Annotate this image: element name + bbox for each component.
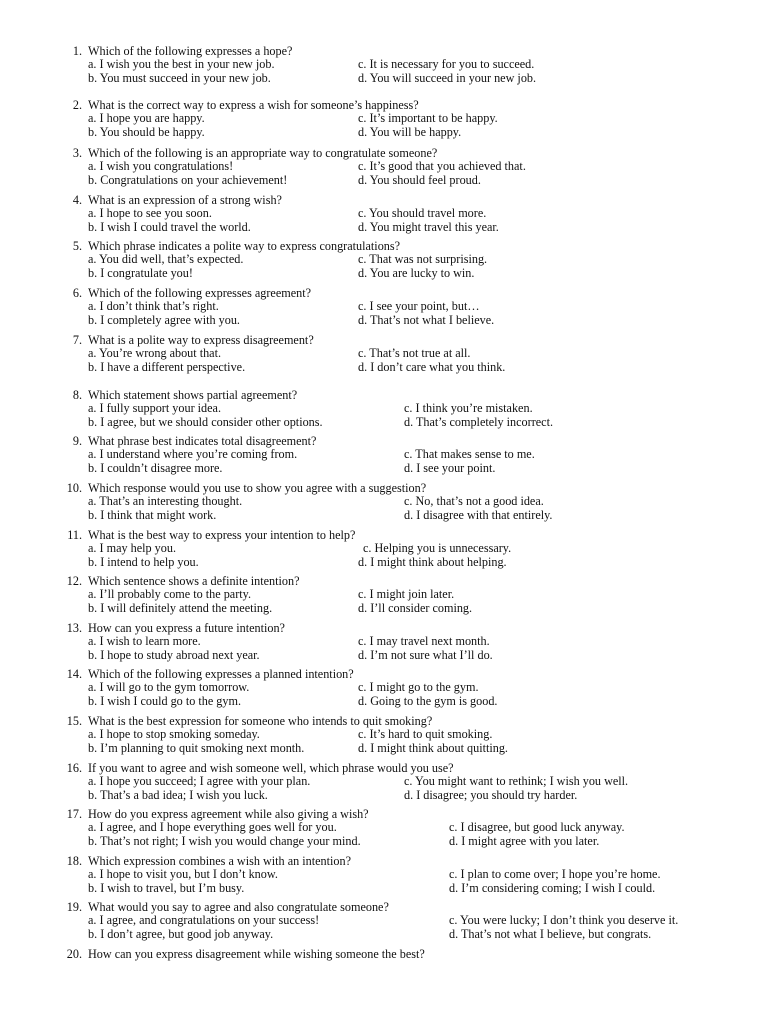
option-a: a. I wish to learn more. (88, 634, 201, 649)
option-a: a. You’re wrong about that. (88, 346, 222, 361)
option-a: a. You did well, that’s expected. (88, 252, 244, 267)
question-number: 20. (66, 947, 82, 961)
option-a: a. I hope you are happy. (88, 111, 205, 126)
option-c: c. Helping you is unnecessary. (363, 541, 512, 556)
question-text: Which statement shows partial agreement? (88, 388, 298, 402)
option-a: a. I hope to visit you, but I don’t know. (88, 867, 278, 882)
option-d: d. I might think about helping. (358, 554, 507, 569)
option-a: a. I wish you congratulations! (88, 159, 234, 174)
option-b: b. I wish I could go to the gym. (88, 693, 242, 708)
option-c: c. You might want to rethink; I wish you well. (404, 774, 629, 789)
option-b: b. I hope to study abroad next year. (88, 647, 260, 662)
question-number: 6. (72, 286, 82, 300)
option-c: c. I may travel next month. (358, 634, 490, 649)
option-a: a. I agree, and congratulations on your success! (88, 913, 320, 928)
option-a: a. I understand where you’re coming from. (88, 447, 298, 462)
option-b: b. I couldn’t disagree more. (88, 460, 223, 475)
question-text: What phrase best indicates total disagreement? (88, 434, 317, 448)
option-a: a. I hope to stop smoking someday. (88, 727, 260, 742)
option-c: c. It’s important to be happy. (358, 111, 498, 126)
question-text: Which of the following is an appropriate way to congratulate someone? (88, 146, 438, 160)
question-number: 17. (66, 807, 82, 821)
option-a: a. I may help you. (88, 541, 176, 556)
question-text: Which of the following expresses a planned intention? (88, 667, 354, 681)
option-d: d. You will be happy. (358, 124, 462, 139)
option-a: a. I wish you the best in your new job. (88, 57, 275, 72)
option-b: b. I will definitely attend the meeting. (88, 600, 273, 615)
option-c: c. I might join later. (358, 587, 455, 602)
option-c: c. I plan to come over; I hope you’re home. (449, 867, 661, 882)
option-c: c. It’s good that you achieved that. (358, 159, 526, 174)
question-number: 11. (67, 528, 82, 542)
option-b: b. I wish I could travel the world. (88, 219, 251, 234)
option-b: b. I completely agree with you. (88, 312, 240, 327)
question-text: What is the correct way to express a wish for someone’s happiness? (88, 98, 419, 112)
question-text: What is the best way to express your intention to help? (88, 528, 356, 542)
option-a: a. I hope to see you soon. (88, 206, 212, 221)
option-b: b. I wish to travel, but I’m busy. (88, 880, 245, 895)
option-d: d. That’s not what I believe, but congrats. (449, 926, 652, 941)
option-c: c. You should travel more. (358, 206, 487, 221)
question-text: Which expression combines a wish with an intention? (88, 854, 351, 868)
question-number: 2. (72, 98, 82, 112)
option-c: c. I disagree, but good luck anyway. (449, 820, 625, 835)
question-number: 7. (72, 333, 82, 347)
option-c: c. No, that’s not a good idea. (404, 494, 544, 509)
option-d: d. I disagree with that entirely. (404, 507, 553, 522)
option-c: c. It’s hard to quit smoking. (358, 727, 493, 742)
question-text: Which of the following expresses a hope? (88, 44, 293, 58)
question-text: How can you express disagreement while wishing someone the best? (88, 947, 425, 961)
option-d: d. You are lucky to win. (358, 265, 475, 280)
option-b: b. I think that might work. (88, 507, 217, 522)
question-text: What is the best expression for someone who intends to quit smoking? (88, 714, 433, 728)
option-b: b. I agree, but we should consider other options. (88, 414, 323, 429)
question-number: 16. (66, 761, 82, 775)
option-a: a. I hope you succeed; I agree with your plan. (88, 774, 311, 789)
option-c: c. That was not surprising. (358, 252, 488, 267)
option-b: b. I’m planning to quit smoking next month. (88, 740, 305, 755)
option-d: d. That’s completely incorrect. (404, 414, 554, 429)
option-b: b. That’s a bad idea; I wish you luck. (88, 787, 268, 802)
question-text: What would you say to agree and also congratulate someone? (88, 900, 389, 914)
option-a: a. I will go to the gym tomorrow. (88, 680, 250, 695)
option-a: a. I don’t think that’s right. (88, 299, 219, 314)
question-text: How can you express a future intention? (88, 621, 285, 635)
question-number: 3. (72, 146, 82, 160)
option-a: a. That’s an interesting thought. (88, 494, 243, 509)
option-c: c. You were lucky; I don’t think you deserve it. (449, 913, 679, 928)
option-d: d. You might travel this year. (358, 219, 499, 234)
option-b: b. You should be happy. (88, 124, 205, 139)
question-number: 14. (66, 667, 82, 681)
question-number: 13. (66, 621, 82, 635)
question-number: 10. (66, 481, 82, 495)
question-number: 9. (72, 434, 82, 448)
question-number: 18. (66, 854, 82, 868)
option-d: d. That’s not what I believe. (358, 312, 495, 327)
question-number: 4. (72, 193, 82, 207)
question-number: 19. (66, 900, 82, 914)
option-b: b. Congratulations on your achievement! (88, 172, 288, 187)
question-text: Which of the following expresses agreement? (88, 286, 312, 300)
question-text: What is a polite way to express disagreement? (88, 333, 314, 347)
question-text: Which response would you use to show you agree with a suggestion? (88, 481, 427, 495)
option-d: d. I might agree with you later. (449, 833, 600, 848)
option-c: c. I see your point, but… (358, 299, 480, 314)
question-number: 5. (72, 239, 82, 253)
option-c: c. It is necessary for you to succeed. (358, 57, 535, 72)
question-number: 12. (66, 574, 82, 588)
question-number: 8. (72, 388, 82, 402)
option-d: d. I’m considering coming; I wish I could. (449, 880, 656, 895)
option-a: a. I fully support your idea. (88, 401, 222, 416)
option-c: c. That makes sense to me. (404, 447, 535, 462)
option-c: c. I might go to the gym. (358, 680, 479, 695)
option-d: d. I don’t care what you think. (358, 359, 506, 374)
option-d: d. I disagree; you should try harder. (404, 787, 578, 802)
option-d: d. You should feel proud. (358, 172, 481, 187)
option-b: b. That’s not right; I wish you would change your mind. (88, 833, 361, 848)
option-c: c. That’s not true at all. (358, 346, 471, 361)
option-d: d. I’ll consider coming. (358, 600, 473, 615)
question-number: 15. (66, 714, 82, 728)
option-d: d. I see your point. (404, 460, 496, 475)
question-text: Which sentence shows a definite intention? (88, 574, 300, 588)
option-d: d. I might think about quitting. (358, 740, 508, 755)
option-a: a. I’ll probably come to the party. (88, 587, 252, 602)
option-b: b. I have a different perspective. (88, 359, 246, 374)
question-text: Which phrase indicates a polite way to express congratulations? (88, 239, 401, 253)
option-c: c. I think you’re mistaken. (404, 401, 533, 416)
question-text: What is an expression of a strong wish? (88, 193, 282, 207)
option-b: b. I don’t agree, but good job anyway. (88, 926, 274, 941)
option-b: b. I congratulate you! (88, 265, 193, 280)
option-b: b. I intend to help you. (88, 554, 199, 569)
question-text: How do you express agreement while also giving a wish? (88, 807, 369, 821)
option-d: d. Going to the gym is good. (358, 693, 498, 708)
option-d: d. You will succeed in your new job. (358, 70, 537, 85)
question-text: If you want to agree and wish someone well, which phrase would you use? (88, 761, 454, 775)
question-number: 1. (72, 44, 82, 58)
option-d: d. I’m not sure what I’ll do. (358, 647, 493, 662)
option-a: a. I agree, and I hope everything goes well for you. (88, 820, 337, 835)
option-b: b. You must succeed in your new job. (88, 70, 271, 85)
